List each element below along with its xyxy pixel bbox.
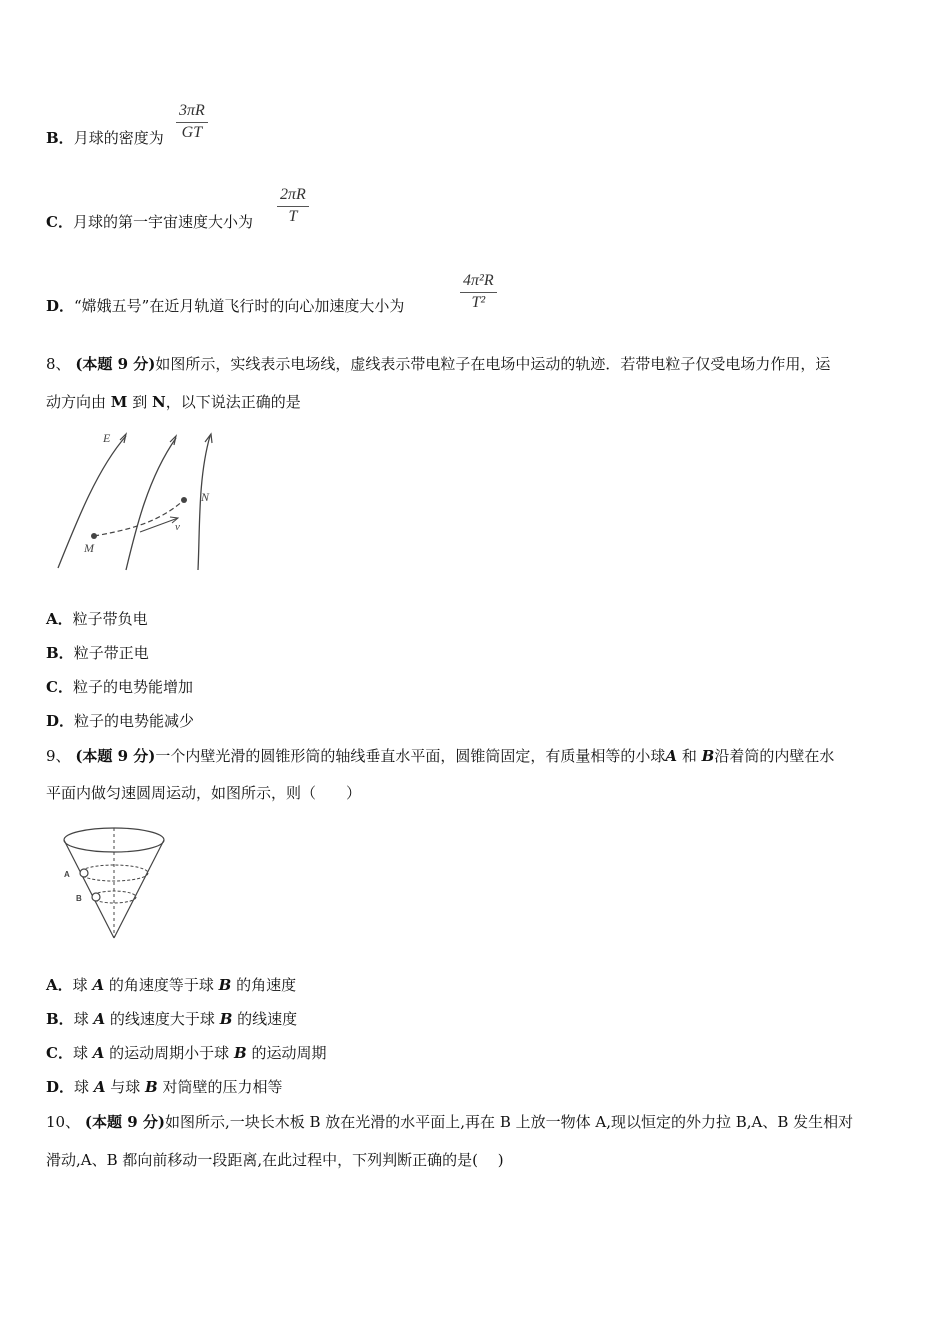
- q8-line1: [46, 354, 906, 374]
- point-m: M: [110, 393, 128, 411]
- question-text: 动方向由: [46, 393, 107, 411]
- option-label: C．: [46, 213, 73, 231]
- option-text: 的运动周期: [251, 1044, 327, 1062]
- q7-b-fraction: [176, 102, 208, 142]
- label-e: E: [103, 431, 111, 445]
- option-text: 的运动周期小于球: [109, 1044, 230, 1062]
- ball-b-circle: [92, 893, 100, 901]
- option-text: 球: [73, 1010, 89, 1028]
- q8-line2: [46, 392, 906, 412]
- question-number: 10、: [46, 1113, 81, 1131]
- q8-option-d: [46, 711, 194, 731]
- q9-line2: [46, 783, 906, 803]
- label-m: M: [84, 541, 94, 555]
- electric-field-figure: [48, 428, 228, 578]
- fraction-numerator: 4π²R: [460, 272, 497, 293]
- ball-b: B: [218, 976, 232, 994]
- ball-a: A: [665, 747, 678, 765]
- option-text: 球: [72, 976, 88, 994]
- ball-a-circle: [80, 869, 88, 877]
- ball-a: A: [92, 976, 105, 994]
- label-b: B: [76, 894, 82, 903]
- option-text: “嫦娥五号”在近月轨道飞行时的向心加速度大小为: [74, 297, 405, 315]
- fraction-denominator: T²: [471, 294, 486, 311]
- field-line-2-arrow: [170, 436, 176, 445]
- option-label: D．: [46, 297, 75, 315]
- option-text: 的角速度等于球: [108, 976, 214, 994]
- q7-option-c: [46, 211, 253, 232]
- option-label: A．: [46, 976, 73, 994]
- ball-a: A: [93, 1010, 106, 1028]
- fraction-numerator: 2πR: [277, 186, 309, 207]
- option-text: 粒子的电势能减少: [74, 712, 195, 730]
- field-line-2: [126, 438, 176, 570]
- q7-d-fraction: [460, 272, 497, 312]
- question-number: 8、: [46, 355, 71, 373]
- question-text: 和: [681, 747, 697, 765]
- question-text: 滑动,A、B 都向前移动一段距离,在此过程中，下列判断正确的是( ): [46, 1151, 504, 1169]
- question-text: 沿着筒的内壁在水: [714, 747, 835, 765]
- option-label: D．: [46, 1078, 75, 1096]
- q9-option-c: [46, 1043, 326, 1063]
- q10-line1: [46, 1112, 906, 1132]
- point-n: N: [151, 393, 166, 411]
- q7-c-fraction: [277, 186, 309, 226]
- question-number: 9、: [46, 747, 71, 765]
- q7-option-d: [46, 295, 404, 316]
- cone-left-wall: [64, 840, 114, 938]
- option-text: 粒子的电势能增加: [72, 678, 193, 696]
- q7-option-b: [46, 127, 164, 148]
- ball-b: B: [233, 1044, 247, 1062]
- fraction-denominator: T: [288, 208, 298, 225]
- question-text: 平面内做匀速圆周运动，如图所示，则（ ）: [46, 784, 362, 802]
- velocity-vector: [140, 518, 178, 532]
- option-text: 粒子带负电: [72, 610, 148, 628]
- q8-option-b: [46, 643, 149, 663]
- ball-b: B: [145, 1078, 158, 1096]
- question-score: (本题 9 分): [75, 747, 156, 765]
- option-text: 粒子带正电: [73, 644, 149, 662]
- option-label: B．: [46, 644, 74, 662]
- question-score: (本题 9 分): [84, 1113, 165, 1131]
- ball-b: B: [219, 1010, 233, 1028]
- label-n: N: [201, 490, 210, 504]
- option-text: 的线速度: [237, 1010, 298, 1028]
- fraction-numerator: 3πR: [176, 102, 208, 123]
- option-text: 月球的第一宇宙速度大小为: [72, 213, 253, 231]
- question-text: 到: [132, 393, 148, 411]
- label-a: A: [64, 870, 70, 879]
- option-text: 月球的密度为: [73, 129, 164, 147]
- option-text: 与球: [110, 1078, 141, 1096]
- question-score: (本题 9 分): [75, 355, 156, 373]
- option-label: B．: [46, 1010, 74, 1028]
- question-text: ，以下说法正确的是: [165, 393, 301, 411]
- option-text: 球: [72, 1044, 88, 1062]
- point-m-dot: [91, 533, 97, 539]
- option-text: 球: [74, 1078, 90, 1096]
- label-v: v: [175, 521, 180, 533]
- ball-b: B: [701, 747, 715, 765]
- q9-option-a: [46, 975, 296, 995]
- question-text: 一个内壁光滑的圆锥形筒的轴线垂直水平面，圆锥筒固定，有质量相等的小球: [155, 747, 666, 765]
- q9-option-b: [46, 1009, 297, 1029]
- option-label: A．: [46, 610, 73, 628]
- option-text: 的角速度: [236, 976, 297, 994]
- option-text: 的线速度大于球: [109, 1010, 215, 1028]
- cone-right-wall: [114, 840, 164, 938]
- q8-option-a: [46, 609, 148, 629]
- question-text: 如图所示，实线表示电场线，虚线表示带电粒子在电场中运动的轨迹．若带电粒子仅受电场力作用，运: [155, 355, 831, 373]
- option-label: C．: [46, 1044, 73, 1062]
- ball-a: A: [93, 1078, 106, 1096]
- option-label: D．: [46, 712, 75, 730]
- q8-option-c: [46, 677, 193, 697]
- point-n-dot: [181, 497, 187, 503]
- q9-line1: [46, 746, 906, 766]
- q10-line2: [46, 1150, 906, 1170]
- ball-a: A: [92, 1044, 105, 1062]
- q9-option-d: [46, 1077, 283, 1097]
- question-text: 如图所示,一块长木板 B 放在光滑的水平面上,再在 B 上放一物体 A,现以恒定的外力拉 B,A、B 发生相对: [164, 1113, 854, 1131]
- option-text: 对筒壁的压力相等: [162, 1078, 283, 1096]
- fraction-denominator: GT: [181, 124, 203, 141]
- option-label: C．: [46, 678, 73, 696]
- option-label: B．: [46, 129, 74, 147]
- cone-figure: [58, 818, 198, 950]
